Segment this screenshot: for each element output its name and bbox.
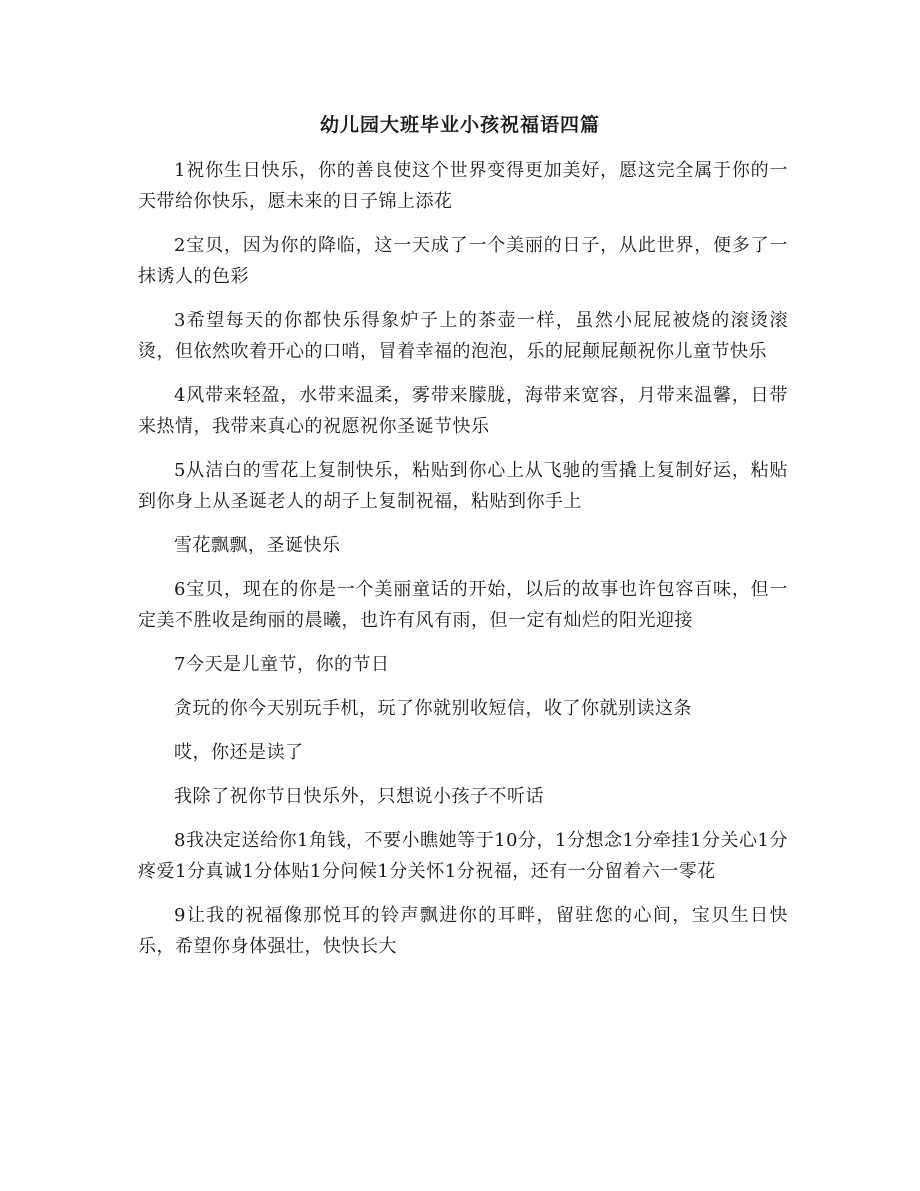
- paragraph-1: 1祝你生日快乐，你的善良使这个世界变得更加美好，愿这完全属于你的一天带给你快乐，愿未来的日子锦上添花: [138, 160, 788, 212]
- paragraph-12: 8我决定送给你1角钱，不要小瞧她等于10分，1分想念1分牵挂1分关心1分疼爱1分真诚1分体贴1分问候1分关怀1分祝福，还有一分留着六一零花: [138, 830, 788, 882]
- paragraph-11: 我除了祝你节日快乐外，只想说小孩子不听话: [174, 786, 544, 807]
- page-title: 幼儿园大班毕业小孩祝福语四篇: [319, 114, 600, 136]
- document-body: [138, 155, 788, 975]
- paragraph-4: 4风带来轻盈，水带来温柔，雾带来朦胧，海带来宽容，月带来温馨，日带来热情，我带来真心的祝愿祝你圣诞节快乐: [138, 385, 788, 437]
- paragraph-2: 2宝贝，因为你的降临，这一天成了一个美丽的日子，从此世界，便多了一抹诱人的色彩: [138, 235, 788, 287]
- paragraph-5: 5从洁白的雪花上复制快乐，粘贴到你心上从飞驰的雪撬上复制好运，粘贴到你身上从圣诞老人的胡子上复制祝福，粘贴到你手上: [138, 460, 788, 512]
- paragraph-13: 9让我的祝福像那悦耳的铃声飘进你的耳畔，留驻您的心间，宝贝生日快乐，希望你身体强壮，快快长大: [138, 905, 788, 957]
- paragraph-7: 6宝贝，现在的你是一个美丽童话的开始，以后的故事也许包容百味，但一定美不胜收是绚丽的晨曦，也许有风有雨，但一定有灿烂的阳光迎接: [138, 579, 788, 631]
- paragraph-3: 3希望每天的你都快乐得象炉子上的茶壶一样，虽然小屁屁被烧的滚烫滚烫，但依然吹着开心的口哨，冒着幸福的泡泡，乐的屁颠屁颠祝你儿童节快乐: [138, 310, 788, 362]
- paragraph-10: 哎，你还是读了: [174, 742, 304, 763]
- paragraph-8: 7今天是儿童节，你的节日: [174, 654, 390, 675]
- paragraph-6: 雪花飘飘，圣诞快乐: [174, 535, 341, 556]
- paragraph-9: 贪玩的你今天别玩手机，玩了你就别收短信，收了你就别读这条: [174, 698, 692, 719]
